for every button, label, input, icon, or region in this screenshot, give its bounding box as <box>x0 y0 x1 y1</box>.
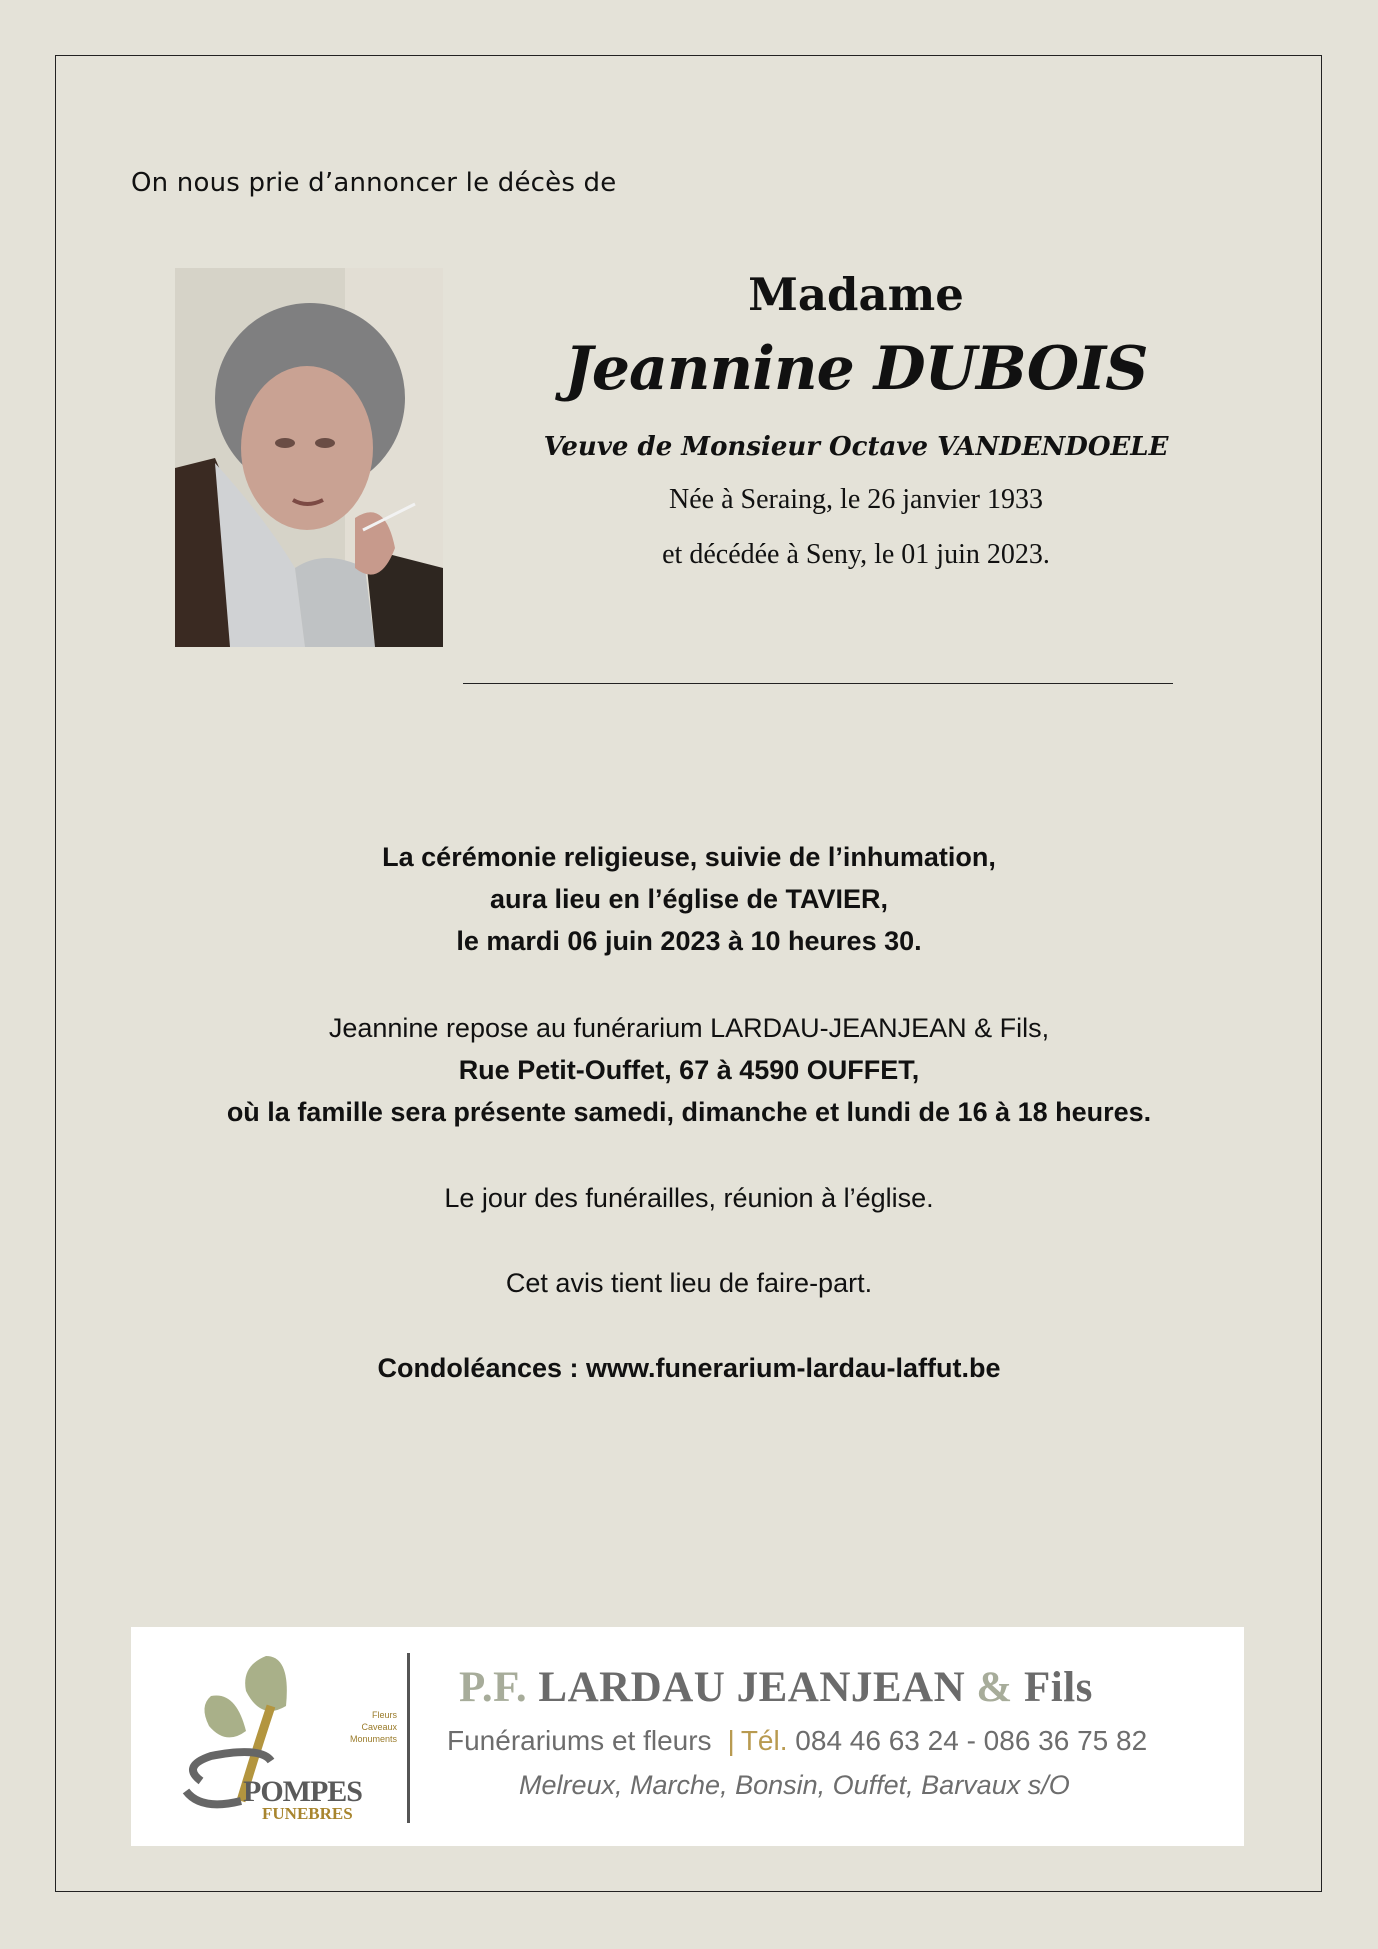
firm-name <box>459 1663 1093 1712</box>
divider <box>463 683 1173 684</box>
repose-block <box>100 1007 1278 1133</box>
tagline-monuments: Monuments <box>349 1734 397 1744</box>
intro-text: On nous prie d’annoncer le décès de <box>131 168 617 198</box>
tagline-fleurs: Fleurs <box>371 1710 397 1720</box>
ceremony-line-3: le mardi 06 juin 2023 à 10 heures 30. <box>456 926 922 956</box>
funeral-day-note: Le jour des funérailles, réunion à l’église. <box>444 1183 934 1213</box>
contact-separator: | <box>727 1725 735 1756</box>
tagline-caveaux: Caveaux <box>361 1722 397 1732</box>
ceremony-block <box>100 836 1278 962</box>
firm-ampersand: & <box>976 1664 1013 1711</box>
phone-numbers[interactable]: 084 46 63 24 - 086 36 75 82 <box>795 1725 1148 1756</box>
death-info: et décédée à Seny, le 01 juin 2023. <box>662 539 1050 570</box>
widow-of: Veuve de Monsieur Octave VANDENDOELE <box>543 432 1169 462</box>
deceased-title: Madame <box>748 268 964 321</box>
services-text: Funérariums et fleurs <box>447 1725 712 1756</box>
logo-tagline <box>319 1709 397 1745</box>
repose-address: Rue Petit-Ouffet, 67 à 4590 OUFFET, <box>458 1055 920 1085</box>
ceremony-line-1: La cérémonie religieuse, suivie de l’inhumation, <box>382 842 996 872</box>
ceremony-line-2: aura lieu en l’église de TAVIER, <box>489 884 889 914</box>
notice-note: Cet avis tient lieu de faire-part. <box>505 1268 873 1298</box>
condolences-link[interactable]: Condoléances : www.funerarium-lardau-laffut.be <box>377 1353 1001 1383</box>
repose-hours: où la famille sera présente samedi, dimanche et lundi de 16 à 18 heures. <box>226 1097 1152 1127</box>
birth-info: Née à Seraing, le 26 janvier 1933 <box>669 484 1043 515</box>
locations: Melreux, Marche, Bonsin, Ouffet, Barvaux s/O <box>519 1770 1070 1800</box>
deceased-name: Jeannine DUBOIS <box>564 334 1148 404</box>
logo-word-funebres: FUNEBRES <box>262 1804 353 1823</box>
firm-main-name: LARDAU JEANJEAN <box>538 1664 966 1711</box>
contact-line <box>447 1725 1147 1757</box>
portrait-photo <box>175 268 443 647</box>
repose-line-1: Jeannine repose au funérarium LARDAU-JEANJEAN & Fils, <box>328 1013 1050 1043</box>
tel-label: Tél. <box>740 1725 788 1756</box>
banner-divider <box>407 1653 410 1823</box>
firm-prefix: P.F. <box>459 1664 528 1711</box>
logo-word-pompes: POMPES <box>243 1775 362 1808</box>
funeral-home-banner <box>131 1627 1244 1846</box>
firm-suffix: Fils <box>1024 1664 1093 1711</box>
